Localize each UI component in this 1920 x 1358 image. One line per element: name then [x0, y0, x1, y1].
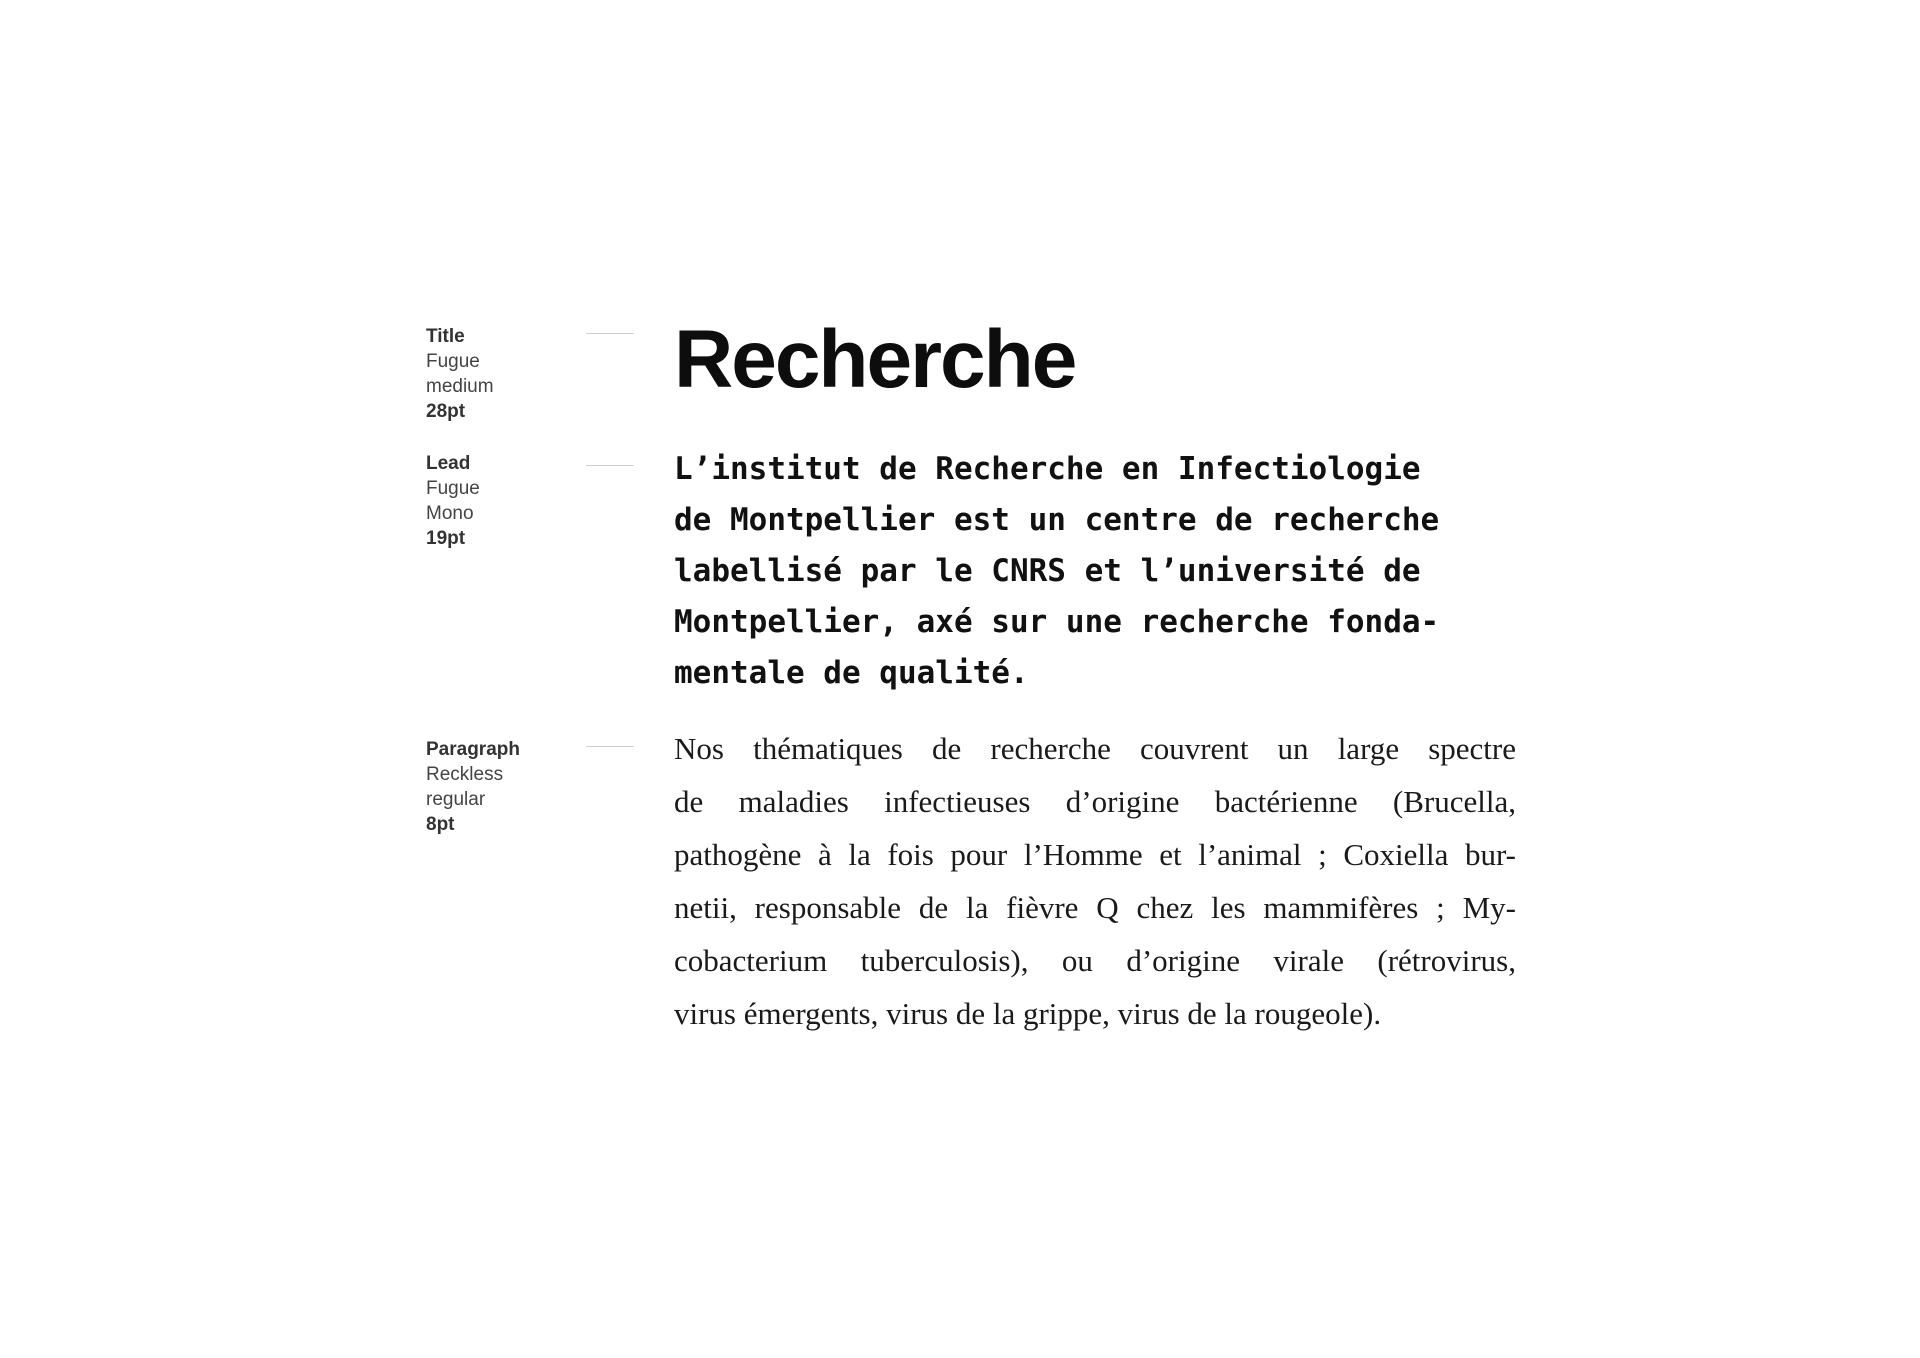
- lead-line: L’institut de Recherche en Infectiologie: [674, 451, 1421, 487]
- paragraph-spec-weight: regular: [426, 789, 486, 810]
- paragraph-line: Nos thématiques de recherche couvrent un large spectre: [674, 731, 1516, 766]
- lead-spec-name: Lead: [426, 453, 471, 474]
- paragraph-line: virus émergents, virus de la grippe, virus de la rougeole).: [674, 996, 1382, 1031]
- title-spec-name: Title: [426, 326, 465, 347]
- lead-line: de Montpellier est un centre de recherche: [674, 502, 1440, 538]
- sample-paragraph: [674, 722, 1516, 1040]
- lead-line: labellisé par le CNRS et l’université de: [674, 553, 1421, 589]
- sample-title: Recherche: [674, 314, 1076, 405]
- title-spec-weight: medium: [426, 376, 494, 397]
- title-spec-font: Fugue: [426, 351, 480, 372]
- lead-line: mentale de qualité.: [674, 655, 1029, 691]
- paragraph-line: cobacterium tuberculosis), ou d’origine virale (rétrovirus,: [674, 943, 1516, 978]
- paragraph-spec-font: Reckless: [426, 764, 504, 785]
- lead-spec-weight: Mono: [426, 503, 474, 524]
- paragraph-divider: [586, 746, 634, 747]
- lead-spec-font: Fugue: [426, 478, 480, 499]
- lead-divider: [586, 465, 634, 466]
- paragraph-line: netii, responsable de la fièvre Q chez les mammifères ; My-: [674, 890, 1516, 925]
- sample-lead: [674, 444, 1514, 699]
- lead-spec: [426, 451, 576, 551]
- paragraph-spec: [426, 737, 576, 837]
- title-divider: [586, 333, 634, 334]
- paragraph-line: pathogène à la fois pour l’Homme et l’animal ; Coxiella bur-: [674, 837, 1516, 872]
- paragraph-spec-size: 8pt: [426, 814, 455, 835]
- lead-line: Montpellier, axé sur une recherche fonda-: [674, 604, 1440, 640]
- lead-spec-size: 19pt: [426, 528, 466, 549]
- title-spec-size: 28pt: [426, 401, 466, 422]
- title-spec: [426, 324, 576, 424]
- paragraph-spec-name: Paragraph: [426, 739, 520, 760]
- paragraph-line: de maladies infectieuses d’origine bactérienne (Brucella,: [674, 784, 1516, 819]
